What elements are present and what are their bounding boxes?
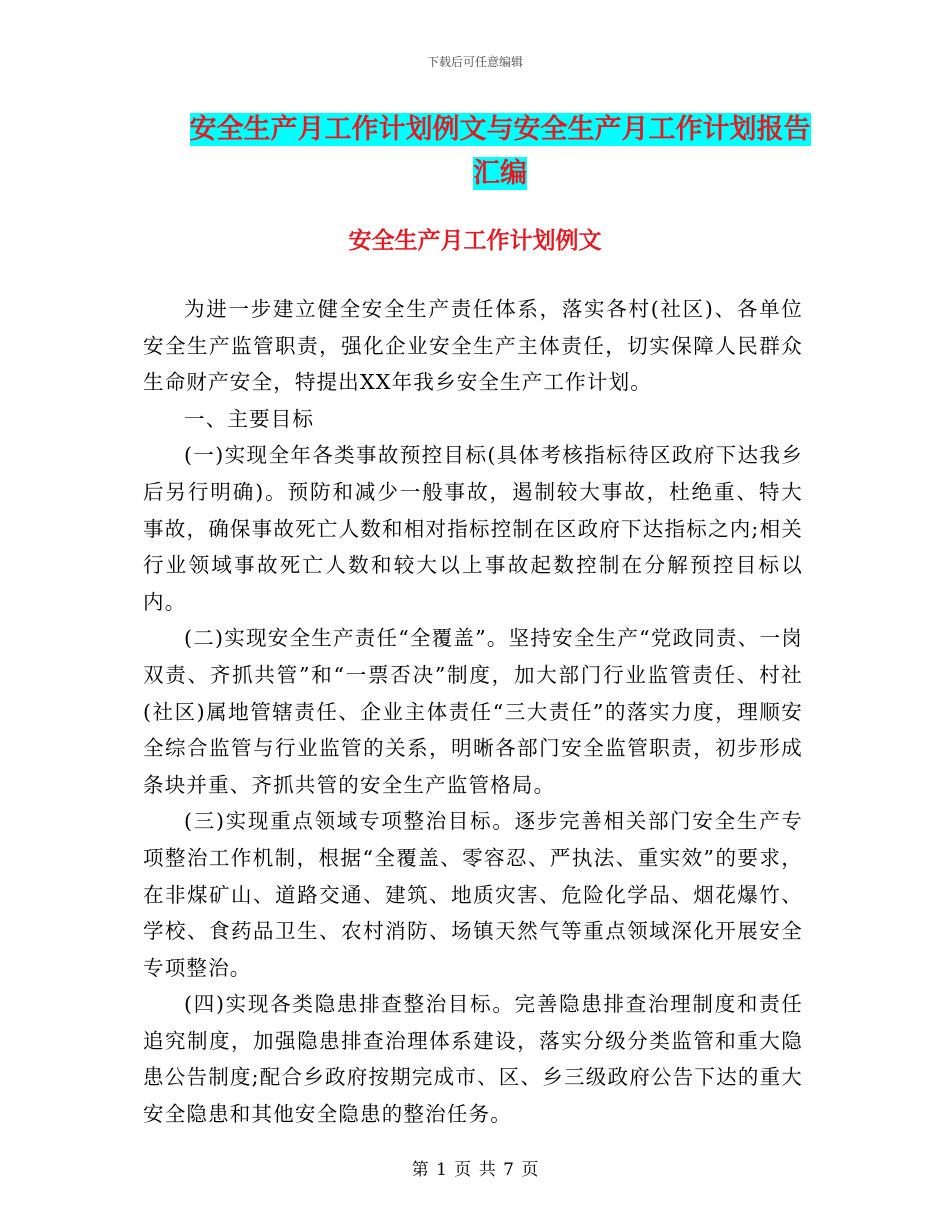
paragraph-intro: 为进一步建立健全安全生产责任体系，落实各村(社区)、各单位安全生产监管职责，强化企业安全生产主体责任，切实保障人民群众生命财产安全，特提出XX年我乡安全生产工作计划。 [143, 297, 803, 395]
paragraph-goal-3: (三)实现重点领域专项整治目标。逐步完善相关部门安全生产专项整治工作机制，根据“全覆盖、零容忍、严执法、重实效”的要求，在非煤矿山、道路交通、建筑、地质灾害、危险化学品、烟花爆竹、学校、食药品卫生、农村消防、场镇天然气等重点领域深化开展安全专项整治。 [143, 809, 803, 980]
header-note: 下载后可任意编辑 [426, 55, 523, 69]
paragraph-goal-2: (二)实现安全生产责任“全覆盖”。坚持安全生产“党政同责、一岗双责、齐抓共管”和“一票否决”制度，加大部门行业监管责任、村社(社区)属地管辖责任、企业主体责任“三大责任”的落实力度，理顺安全综合监管与行业监管的关系，明晰各部门安全监管职责，初步形成条块并重、齐抓共管的安全生产监管格局。 [143, 626, 803, 797]
document-body [143, 291, 803, 1133]
paragraph-goal-4: (四)实现各类隐患排查整治目标。完善隐患排查治理制度和责任追究制度，加强隐患排查治理体系建设，落实分级分类监管和重大隐患公告制度;配合乡政府按期完成市、区、乡三级政府公告下达的重大安全隐患和其他安全隐患的整治任务。 [143, 992, 803, 1127]
paragraph-goal-1: (一)实现全年各类事故预控目标(具体考核指标待区政府下达我乡后另行明确)。预防和减少一般事故，遏制较大事故，杜绝重、特大事故，确保事故死亡人数和相对指标控制在区政府下达指标之内;相关行业领域事故死亡人数和较大以上事故起数控制在分解预控目标以内。 [143, 443, 803, 614]
document-title [145, 108, 855, 196]
section-title: 安全生产月工作计划例文 [348, 227, 602, 254]
heading-main-goals: 一、主要目标 [184, 406, 315, 431]
page-number: 第 1 页 共 7 页 [411, 1160, 539, 1180]
document-title-line-2: 汇编 [473, 158, 527, 189]
document-title-line-1: 安全生产月工作计划例文与安全生产月工作计划报告 [189, 114, 811, 145]
